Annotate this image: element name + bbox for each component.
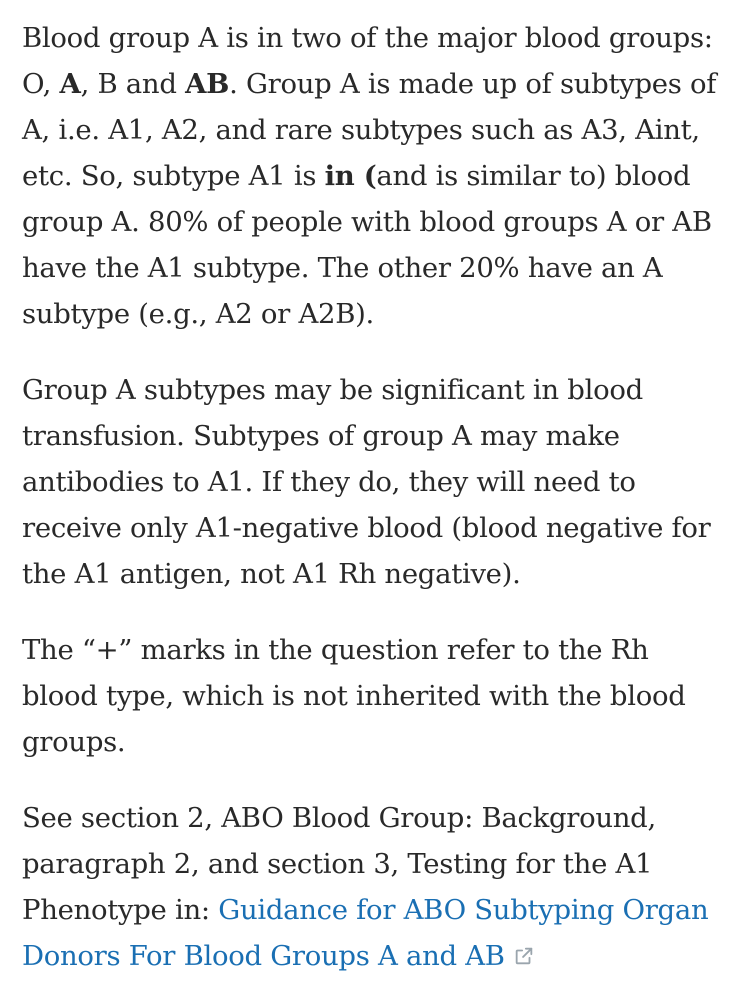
p1-bold-in: in ( xyxy=(324,160,377,192)
guidance-link-text[interactable]: Guidance for ABO Subtyping Organ Donors For Blood Groups A and AB xyxy=(22,894,709,972)
paragraph-rh-marks: The “+” marks in the question refer to the Rh blood type, which is not inherited with the blood groups. xyxy=(22,634,686,758)
p1-bold-a: A xyxy=(59,68,81,100)
p1-text-1: Blood group A is in two of the major blood groups: O, xyxy=(22,22,713,100)
p1-text-3: . Group A is made up of subtypes of A, i.e. A1, A2, and rare subtypes such as A3, Aint, etc. So, subtype A1 is xyxy=(22,68,717,192)
p1-bold-ab: AB xyxy=(185,68,230,100)
external-link-icon[interactable] xyxy=(513,945,535,967)
paragraph-subtypes-transfusion: Group A subtypes may be significant in blood transfusion. Subtypes of group A may make antibodies to A1. If they do, they will need to receive only A1-negative blood (blood negative for the A1 antigen, not A1 Rh negative). xyxy=(22,374,711,590)
p4-text: See section 2, ABO Blood Group: Background, paragraph 2, and section 3, Testing for the A1 Phenotype in: xyxy=(22,802,656,926)
paragraph-blood-group-a xyxy=(22,15,722,337)
p1-text-2: , B and xyxy=(80,68,186,100)
paragraph-see-section xyxy=(22,795,722,979)
p1-text-4: and is similar to) blood group A. 80% of people with blood groups A or AB have the A1 subtype. The other 20% have an A subtype (e.g., A2 or A2B). xyxy=(22,160,712,330)
